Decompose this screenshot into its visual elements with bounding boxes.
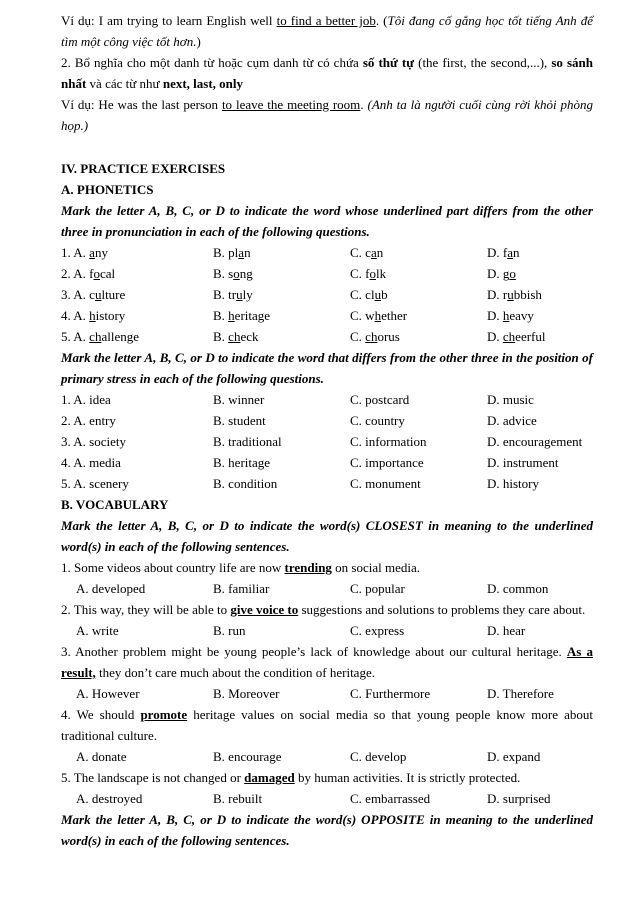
question-stem: 5. The landscape is not changed or bbox=[61, 770, 245, 785]
answer-option bbox=[61, 305, 213, 326]
answer-option: 4. A. media bbox=[61, 455, 121, 470]
answer-option: D. expand bbox=[487, 749, 541, 764]
example-1 bbox=[61, 10, 593, 52]
underlined-letters: h bbox=[502, 308, 510, 323]
option-text: orus bbox=[377, 329, 400, 344]
answer-option: C. information bbox=[350, 434, 427, 449]
answer-option bbox=[213, 284, 350, 305]
question-stem: suggestions and solutions to problems they care about. bbox=[298, 602, 586, 617]
underlined-phrase: to leave the meeting room bbox=[221, 97, 361, 112]
answer-option: D. common bbox=[487, 581, 549, 596]
option-text: ly bbox=[242, 287, 253, 302]
underlined-letters: u bbox=[236, 287, 243, 302]
answer-option: A. write bbox=[76, 623, 119, 638]
answer-option: C. express bbox=[350, 623, 405, 638]
answer-option: 1. A. idea bbox=[61, 392, 111, 407]
question-text bbox=[61, 704, 593, 746]
answer-option: B. heritage bbox=[213, 455, 271, 470]
option-text: n bbox=[513, 245, 520, 260]
question-row bbox=[61, 431, 593, 452]
underlined-letters: o bbox=[93, 266, 100, 281]
answer-option bbox=[350, 305, 487, 326]
rule-bold: so sánh nhất bbox=[61, 55, 594, 91]
answer-option bbox=[350, 242, 487, 263]
answer-option: D. Therefore bbox=[487, 686, 554, 701]
phonetics-instruction-2: Mark the letter A, B, C, or D to indicate the word that differs from the other three in the position of primary stress in each of the following questions. bbox=[61, 350, 593, 386]
answer-option: B. condition bbox=[213, 476, 278, 491]
answer-option: A. developed bbox=[76, 581, 146, 596]
keyword: trending bbox=[284, 560, 332, 575]
question-stem: 2. This way, they will be able to bbox=[61, 602, 231, 617]
question-row bbox=[61, 389, 593, 410]
option-text: ny bbox=[94, 245, 108, 260]
answer-option: C. monument bbox=[350, 476, 421, 491]
answer-option bbox=[61, 326, 213, 347]
question-row bbox=[61, 452, 593, 473]
options-row bbox=[61, 578, 593, 599]
option-text: lk bbox=[376, 266, 387, 281]
answer-option bbox=[350, 284, 487, 305]
rule-bold: số thứ tự bbox=[362, 55, 415, 70]
question-row bbox=[61, 263, 593, 284]
answer-option bbox=[350, 326, 487, 347]
answer-option: B. traditional bbox=[213, 434, 282, 449]
option-text: eerful bbox=[515, 329, 546, 344]
answer-option: D. surprised bbox=[487, 791, 551, 806]
option-text: cal bbox=[100, 266, 116, 281]
document-page bbox=[61, 10, 593, 851]
answer-option bbox=[213, 263, 350, 284]
vocabulary-questions bbox=[61, 557, 593, 809]
underlined-letters: u bbox=[94, 287, 102, 302]
answer-option: B. rebuilt bbox=[213, 791, 263, 806]
answer-option: 5. A. scenery bbox=[61, 476, 129, 491]
underlined-letters: h bbox=[374, 308, 382, 323]
question-text bbox=[61, 641, 593, 683]
answer-option bbox=[61, 284, 213, 305]
answer-option: C. embarrassed bbox=[350, 791, 431, 806]
underlined-letters: a bbox=[89, 245, 95, 260]
rule-text: và các từ như bbox=[86, 76, 163, 91]
question-row bbox=[61, 284, 593, 305]
question-text bbox=[61, 599, 593, 620]
answer-option: B. student bbox=[213, 413, 266, 428]
keyword: damaged bbox=[244, 770, 295, 785]
question-row bbox=[61, 410, 593, 431]
question-stem: on social media. bbox=[331, 560, 421, 575]
answer-option bbox=[213, 326, 350, 347]
option-text: eritage bbox=[234, 308, 271, 323]
answer-option: C. Furthermore bbox=[350, 686, 431, 701]
underlined-letters: a bbox=[370, 245, 377, 260]
answer-option bbox=[487, 284, 593, 305]
option-text: 2. A. f bbox=[61, 266, 94, 281]
answer-option: B. Moreover bbox=[213, 686, 280, 701]
answer-option: 2. A. entry bbox=[61, 413, 116, 428]
options-row bbox=[61, 788, 593, 809]
option-text: istory bbox=[95, 308, 126, 323]
keyword: promote bbox=[140, 707, 188, 722]
answer-option: D. encouragement bbox=[487, 434, 583, 449]
option-text: D. bbox=[487, 329, 503, 344]
example-text: . ( bbox=[375, 13, 388, 28]
question-row bbox=[61, 473, 593, 494]
question-text bbox=[61, 557, 593, 578]
option-text: D. f bbox=[487, 245, 508, 260]
answer-option: D. advice bbox=[487, 413, 537, 428]
options-row bbox=[61, 620, 593, 641]
underlined-letters: h bbox=[228, 308, 235, 323]
answer-option bbox=[350, 263, 487, 284]
option-text: C. c bbox=[350, 245, 371, 260]
answer-option bbox=[61, 263, 213, 284]
underlined-phrase: to find a better job bbox=[276, 13, 376, 28]
keyword: give voice to bbox=[230, 602, 299, 617]
answer-option bbox=[213, 242, 350, 263]
option-text: b bbox=[381, 287, 388, 302]
option-text: eck bbox=[240, 329, 259, 344]
answer-option: D. history bbox=[487, 476, 539, 491]
question-row bbox=[61, 305, 593, 326]
option-text: C. w bbox=[350, 308, 375, 323]
option-text: B. bbox=[213, 329, 229, 344]
phonetics-title: A. PHONETICS bbox=[61, 182, 154, 197]
pronunciation-questions bbox=[61, 242, 593, 347]
option-text: n bbox=[376, 245, 384, 260]
question-stem: heritage values on social media so that young people know more about traditional culture. bbox=[61, 707, 593, 743]
answer-option: B. encourage bbox=[213, 749, 282, 764]
underlined-letters: ch bbox=[502, 329, 516, 344]
underlined-letters: a bbox=[238, 245, 245, 260]
answer-option: B. winner bbox=[213, 392, 265, 407]
underlined-letters: o bbox=[509, 266, 516, 281]
option-text: bbish bbox=[513, 287, 542, 302]
underlined-letters: u bbox=[507, 287, 514, 302]
question-text bbox=[61, 767, 593, 788]
section-title: IV. PRACTICE EXERCISES bbox=[61, 161, 226, 176]
vietnamese-translation: Tôi đang cố gắng học tốt tiếng Anh để tìm một công việc tốt hơn. bbox=[61, 13, 593, 49]
answer-option: A. However bbox=[76, 686, 140, 701]
option-text: D. g bbox=[487, 266, 510, 281]
answer-option bbox=[213, 305, 350, 326]
answer-option: D. music bbox=[487, 392, 534, 407]
vocabulary-instruction-2: Mark the letter A, B, C, or D to indicate the word(s) OPPOSITE in meaning to the underlined word(s) in each of the following sentences. bbox=[61, 812, 593, 848]
answer-option: A. destroyed bbox=[76, 791, 143, 806]
stress-questions bbox=[61, 389, 593, 494]
phonetics-instruction-1: Mark the letter A, B, C, or D to indicate the word whose underlined part differs from the other three in pronunciation in each of the following questions. bbox=[61, 203, 593, 239]
answer-option: B. familiar bbox=[213, 581, 270, 596]
example-text: ) bbox=[196, 34, 201, 49]
underlined-letters: o bbox=[233, 266, 240, 281]
question-stem: 1. Some videos about country life are now bbox=[61, 560, 285, 575]
answer-option: A. donate bbox=[76, 749, 127, 764]
underlined-letters: o bbox=[369, 266, 376, 281]
answer-option bbox=[487, 242, 593, 263]
question-stem: they don’t care much about the condition of heritage. bbox=[95, 665, 375, 680]
underlined-letters: ch bbox=[365, 329, 378, 344]
rule-bold: next, last, only bbox=[162, 76, 244, 91]
options-row bbox=[61, 746, 593, 767]
example-text: Ví dụ: He was the last person bbox=[61, 97, 222, 112]
answer-option: D. instrument bbox=[487, 455, 559, 470]
answer-option: B. run bbox=[213, 623, 246, 638]
underlined-letters: ch bbox=[228, 329, 241, 344]
answer-option: C. popular bbox=[350, 581, 405, 596]
options-row bbox=[61, 683, 593, 704]
option-text: D. bbox=[487, 308, 503, 323]
answer-option: 3. A. society bbox=[61, 434, 126, 449]
option-text: D. r bbox=[487, 287, 508, 302]
underlined-letters: u bbox=[374, 287, 382, 302]
answer-option bbox=[487, 263, 593, 284]
option-text: 1. A. bbox=[61, 245, 90, 260]
rule-2 bbox=[61, 52, 593, 94]
option-text: C. f bbox=[350, 266, 370, 281]
underlined-letters: ch bbox=[89, 329, 102, 344]
keyword: As a result, bbox=[61, 644, 593, 680]
question-row bbox=[61, 326, 593, 347]
option-text: C. bbox=[350, 329, 366, 344]
option-text: lture bbox=[101, 287, 126, 302]
option-text: ng bbox=[239, 266, 253, 281]
option-text: B. bbox=[213, 308, 229, 323]
rule-text: (the first, the second,...), bbox=[414, 55, 552, 70]
rule-text: 2. Bổ nghĩa cho một danh từ hoặc cụm danh từ có chứa bbox=[61, 55, 363, 70]
underlined-letters: a bbox=[507, 245, 513, 260]
vocabulary-title: B. VOCABULARY bbox=[61, 497, 169, 512]
option-text: eavy bbox=[509, 308, 534, 323]
answer-option: C. country bbox=[350, 413, 405, 428]
question-row bbox=[61, 242, 593, 263]
option-text: B. tr bbox=[213, 287, 237, 302]
option-text: B. pl bbox=[213, 245, 239, 260]
answer-option: D. hear bbox=[487, 623, 526, 638]
question-stem: 4. We should bbox=[61, 707, 141, 722]
answer-option bbox=[487, 326, 593, 347]
question-stem: 3. Another problem might be young people’s lack of knowledge about our cultural heritage. bbox=[61, 644, 567, 659]
example-text: . bbox=[360, 97, 368, 112]
option-text: 3. A. c bbox=[61, 287, 95, 302]
underlined-letters: h bbox=[89, 308, 96, 323]
option-text: B. s bbox=[213, 266, 234, 281]
example-text: Ví dụ: I am trying to learn English well bbox=[61, 13, 277, 28]
answer-option: C. importance bbox=[350, 455, 424, 470]
option-text: allenge bbox=[101, 329, 139, 344]
option-text: 5. A. bbox=[61, 329, 90, 344]
option-text: 4. A. bbox=[61, 308, 90, 323]
option-text: n bbox=[244, 245, 251, 260]
answer-option bbox=[487, 305, 593, 326]
option-text: ether bbox=[381, 308, 408, 323]
vietnamese-translation: (Anh ta là người cuối cùng rời khỏi phòng họp.) bbox=[61, 97, 594, 133]
option-text: C. cl bbox=[350, 287, 375, 302]
example-2 bbox=[61, 94, 593, 136]
answer-option: C. postcard bbox=[350, 392, 410, 407]
answer-option bbox=[61, 242, 213, 263]
vocabulary-instruction-1: Mark the letter A, B, C, or D to indicate the word(s) CLOSEST in meaning to the underlined word(s) in each of the following sentences. bbox=[61, 518, 593, 554]
question-stem: by human activities. It is strictly protected. bbox=[294, 770, 521, 785]
answer-option: C. develop bbox=[350, 749, 407, 764]
